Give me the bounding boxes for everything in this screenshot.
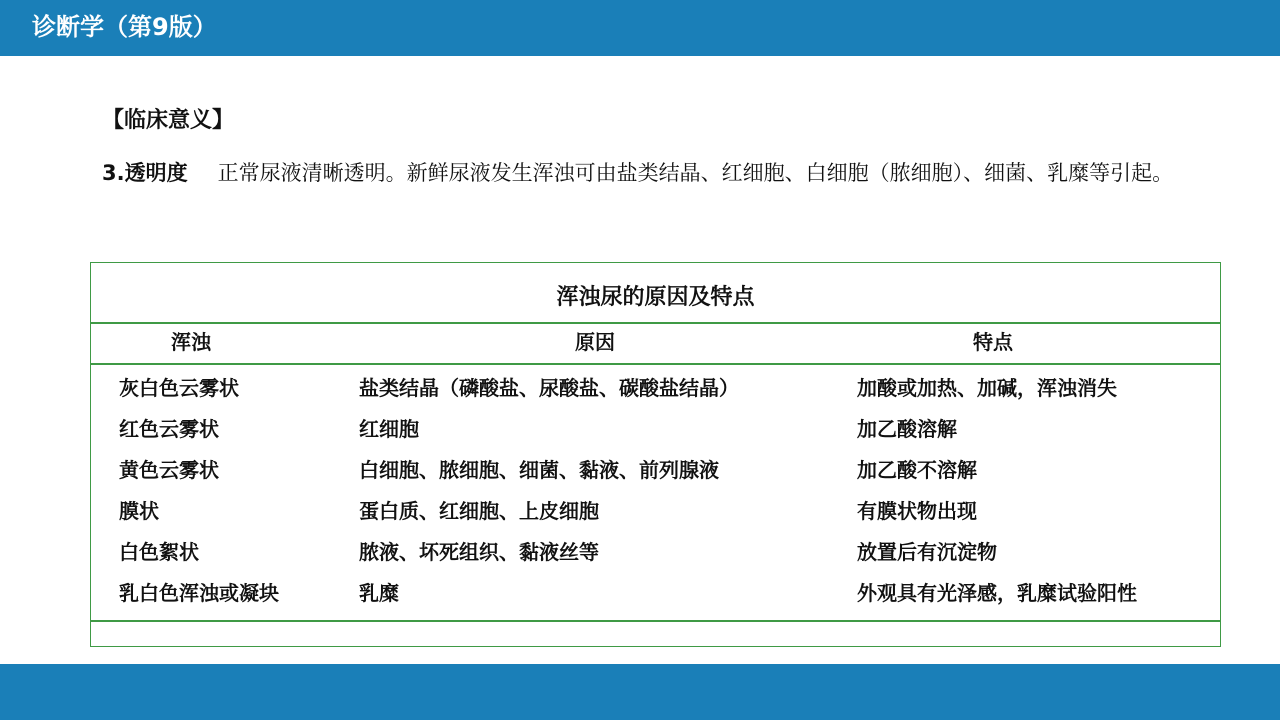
book-title: 诊断学（第9版）: [32, 13, 217, 41]
turbid-urine-table: [90, 262, 1221, 647]
cell-turbidity: 乳白色浑浊或凝块: [119, 581, 279, 605]
cell-cause: 脓液、坏死组织、黏液丝等: [359, 540, 599, 564]
table-row: [91, 451, 1220, 492]
column-header-feature: 特点: [973, 330, 1013, 354]
table-rule-bottom: [91, 620, 1220, 622]
table-caption: 浑浊尿的原因及特点: [556, 285, 755, 310]
table-row: [91, 533, 1220, 574]
cell-feature: 外观具有光泽感，乳糜试验阳性: [857, 581, 1137, 605]
table-rule-top: [91, 322, 1220, 324]
table-rule-header: [91, 363, 1220, 365]
cell-cause: 红细胞: [359, 417, 419, 441]
cell-cause: 盐类结晶（磷酸盐、尿酸盐、碳酸盐结晶）: [359, 376, 739, 400]
cell-turbidity: 红色云雾状: [119, 417, 219, 441]
cell-cause: 白细胞、脓细胞、细菌、黏液、前列腺液: [359, 458, 719, 482]
section-heading: 【临床意义】: [102, 108, 235, 133]
table-row: [91, 369, 1220, 410]
cell-feature: 加乙酸溶解: [857, 417, 957, 441]
cell-turbidity: 膜状: [119, 499, 159, 523]
cell-turbidity: 黄色云雾状: [119, 458, 219, 482]
cell-feature: 有膜状物出现: [857, 499, 977, 523]
column-header-cause: 原因: [575, 330, 615, 354]
table-row: [91, 574, 1220, 615]
column-header-turbidity: 浑浊: [171, 330, 211, 354]
cell-feature: 加乙酸不溶解: [857, 458, 977, 482]
table-row: [91, 410, 1220, 451]
cell-cause: 乳糜: [359, 581, 399, 605]
cell-turbidity: 灰白色云雾状: [119, 376, 239, 400]
cell-feature: 加酸或加热、加碱，浑浊消失: [857, 376, 1117, 400]
cell-feature: 放置后有沉淀物: [857, 540, 997, 564]
cell-cause: 蛋白质、红细胞、上皮细胞: [359, 499, 599, 523]
header-bar: [0, 0, 1280, 56]
paragraph-term: 3.透明度: [102, 161, 188, 185]
body-paragraph: [102, 150, 1222, 196]
table-row: [91, 492, 1220, 533]
footer-bar: [0, 664, 1280, 720]
paragraph-text: 正常尿液清晰透明。新鲜尿液发生浑浊可由盐类结晶、红细胞、白细胞（脓细胞）、细菌、乳糜等引起。: [217, 161, 1174, 185]
cell-turbidity: 白色絮状: [119, 540, 199, 564]
